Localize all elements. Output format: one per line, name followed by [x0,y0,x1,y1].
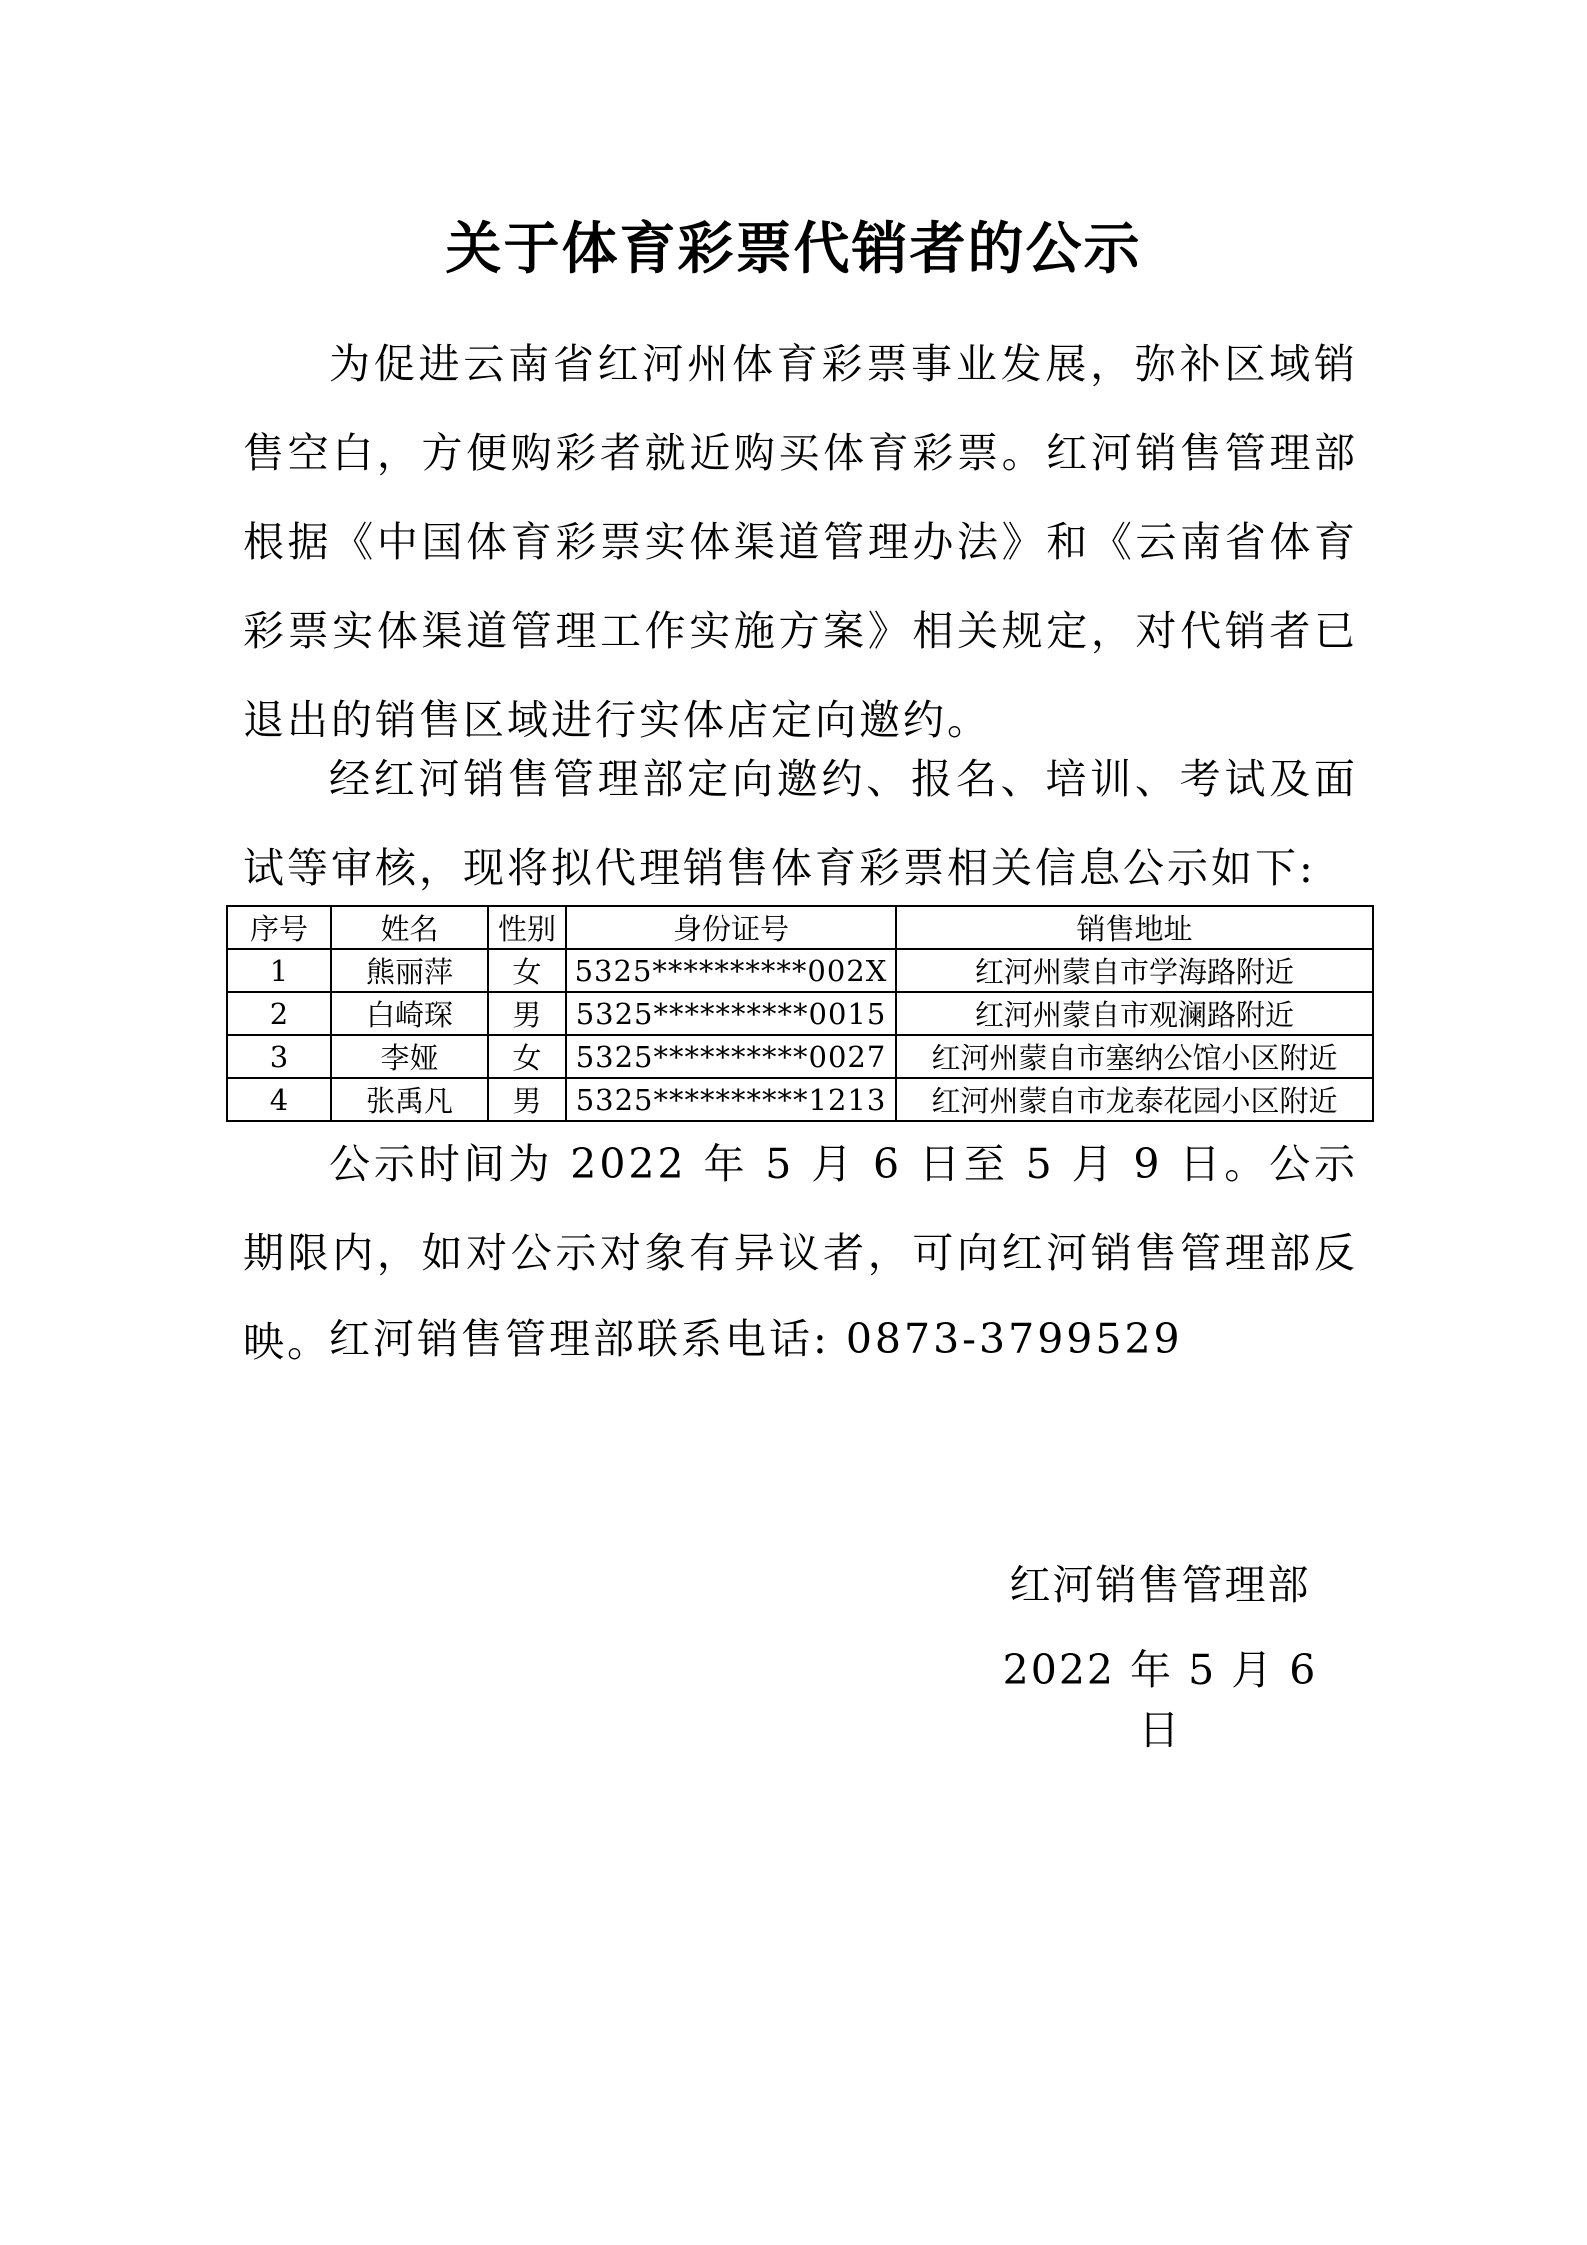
cell-id: 5325**********002X [566,949,896,992]
table-row [227,992,1373,1035]
cell-id: 5325**********0015 [566,992,896,1035]
table-row [227,1035,1373,1078]
header-id: 身份证号 [566,906,896,949]
review-paragraph: 经红河销售管理部定向邀约、报名、培训、考试及面试等审核，现将拟代理销售体育彩票相关信息公示如下: [243,755,1358,892]
header-address: 销售地址 [896,906,1373,949]
table-header-row [227,906,1373,949]
contact-paragraph: 红河销售管理部联系电话: 0873-3799529 [329,1315,1183,1363]
cell-name: 白崎琛 [331,992,488,1035]
cell-name: 李娅 [331,1035,488,1078]
cell-gender: 女 [488,1035,566,1078]
cell-gender: 男 [488,992,566,1035]
cell-address: 红河州蒙自市学海路附近 [896,949,1373,992]
table-row [227,1078,1373,1121]
cell-address: 红河州蒙自市观澜路附近 [896,992,1373,1035]
cell-id: 5325**********1213 [566,1078,896,1121]
cell-no: 3 [227,1035,331,1078]
cell-name: 张禹凡 [331,1078,488,1121]
header-gender: 性别 [488,906,566,949]
header-no: 序号 [227,906,331,949]
cell-address: 红河州蒙自市龙泰花园小区附近 [896,1078,1373,1121]
cell-id: 5325**********0027 [566,1035,896,1078]
cell-address: 红河州蒙自市塞纳公馆小区附近 [896,1035,1373,1078]
cell-gender: 男 [488,1078,566,1121]
cell-name: 熊丽萍 [331,949,488,992]
cell-no: 2 [227,992,331,1035]
period-paragraph: 公示时间为 2022 年 5 月 6 日至 5 月 9 日。公示期限内，如对公示对象有异议者，可向红河销售管理部反映。 [243,1140,1358,1366]
cell-no: 1 [227,949,331,992]
intro-paragraph: 为促进云南省红河州体育彩票事业发展，弥补区域销售空白，方便购彩者就近购买体育彩票。红河销售管理部根据《中国体育彩票实体渠道管理办法》和《云南省体育彩票实体渠道管理工作实施方案》相关规定，对代销者已退出的销售区域进行实体店定向邀约。 [243,340,1358,744]
header-name: 姓名 [331,906,488,949]
agent-table [226,905,1374,1122]
signature-org: 红河销售管理部 [1009,1561,1311,1609]
cell-gender: 女 [488,949,566,992]
table-row [227,949,1373,992]
cell-no: 4 [227,1078,331,1121]
document-title: 关于体育彩票代销者的公示 [445,217,1142,282]
signature-date: 2022 年 5 月 6 日 [1002,1646,1318,1754]
